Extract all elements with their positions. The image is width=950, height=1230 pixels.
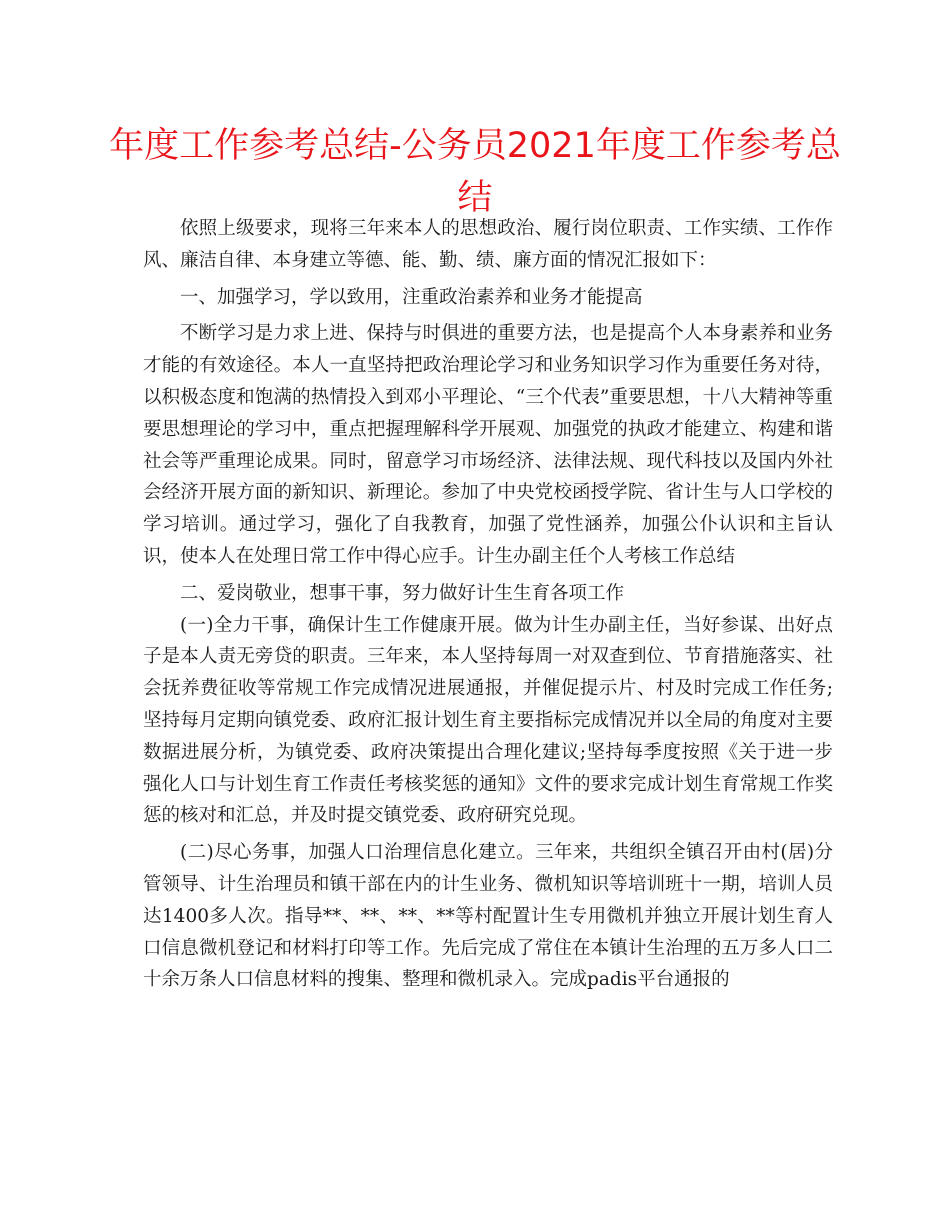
section-heading-2: 二、爱岗敬业，想事干事，努力做好计生生育各项工作 <box>180 582 625 604</box>
paragraph-study: 不断学习是力求上进、保持与时俱进的重要方法，也是提高个人本身素养和业务才能的有效途径。本人一直坚持把政治理论学习和业务知识学习作为重要任务对待，以积极态度和饱满的热情投入到邓小平理论、“三个代表”重要思想，十八大精神等重要思想理论的学习中，重点把握理解科学开展观、加强党的执政才能建立、构建和谐社会等严重理论成果。同时，留意学习市场经济、法律法规、现代科技以及国内外社会经济开展方面的新知识、新理论。参加了中央党校函授学院、省计生与人口学校的学习培训。通过学习，强化了自我教育，加强了党性涵养，加强公仆认识和主旨认识，使本人在处理日常工作中得心应手。计生办副主任个人考核工作总结 <box>143 323 833 567</box>
document-title: 年度工作参考总结-公务员2021年度工作参考总结 <box>109 126 841 218</box>
section-heading-1: 一、加强学习，学以致用，注重政治素养和业务才能提高 <box>180 286 643 308</box>
paragraph-subsection-2: (二)尽心务事，加强人口治理信息化建立。三年来，共组织全镇召开由村(居)分管领导、计生治理员和镇干部在内的计生业务、微机知识等培训班十一期，培训人员达1400多人次。指导**、**、**、**等村配置计生专用微机并独立开展计划生育人口信息微机登记和材料打印等工作。先后完成了常住在本镇计生治理的五万多人口二十余万条人口信息材料的搜集、整理和微机录入。完成padis平台通报的 <box>143 842 833 991</box>
document-body <box>143 213 833 996</box>
paragraph-subsection-1: (一)全力干事，确保计生工作健康开展。做为计生办副主任，当好参谋、出好点子是本人责无旁贷的职责。三年来，本人坚持每周一对双查到位、节育措施落实、社会抚养费征收等常规工作完成情况进展通报，并催促提示片、村及时完成工作任务;坚持每月定期向镇党委、政府汇报计划生育主要指标完成情况并以全局的角度对主要数据进展分析，为镇党委、政府决策提出合理化建议;坚持每季度按照《关于进一步强化人口与计划生育工作责任考核奖惩的通知》文件的要求完成计划生育常规工作奖惩的核对和汇总，并及时提交镇党委、政府研究兑现。 <box>143 614 833 827</box>
paragraph-intro: 依照上级要求，现将三年来本人的思想政治、履行岗位职责、工作实绩、工作作风、廉洁自律、本身建立等德、能、勤、绩、廉方面的情况汇报如下： <box>143 218 833 271</box>
